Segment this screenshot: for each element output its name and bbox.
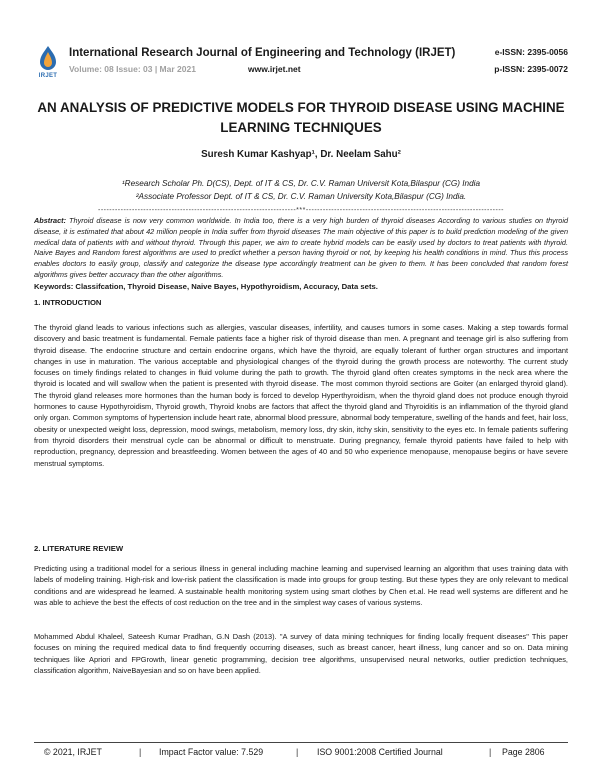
abstract-text: Thyroid disease is now very common worldwide. In India too, there is a very high burden of thyroid diseases According to various studies on thyroid disease, it is estimated that about 42 million people in India suffer from thyroid diseases The main objective of this paper is to build prediction modeling of the given medical data of patients with and without thyroid. Through this paper, we aim to create hybrid models can be easily used by doctors to treat patients with thyroid. Naive Bayes and Random forest algorithms are used to predict whether a person having thyroid or not, by keeping his health conditions in mind. Thus this process enables doctors to easily group, classify and categorize the disease type accordingly treatment can be given to them. It has been concluded that random forest algorithms gives better accuracy than the other algorithms. — [34, 216, 568, 279]
footer-page-number: Page 2806 — [502, 747, 545, 757]
keywords: Keywords: Classifcation, Thyroid Disease, Naive Bayes, Hypothyroidism, Accuracy, Data sets. — [34, 282, 378, 291]
affiliation-1: ¹Research Scholar Ph. D(CS), Dept. of IT & CS, Dr. C.V. Raman Universit Kota,Bilaspur (CG) India — [121, 179, 481, 188]
footer-copyright: © 2021, IRJET — [44, 747, 102, 757]
abstract — [34, 216, 568, 281]
literature-paragraph-2: Mohammed Abdul Khaleel, Sateesh Kumar Pradhan, G.N Dash (2013). "A survey of data mining techniques for finding locally frequent diseases" This paper focuses on mining the required medical data to find frequently occurring diseases, such as breast cancer, heart illness, lung cancer and so on. Data mining techniques like Apriori and FPGrowth, linear genetic programming, decision tree algorithms, unsupervised neural networks, outlier prediction techniques, classification algorithm, NaiveBayesian and so on have been applied. — [34, 632, 568, 675]
section-heading-introduction: 1. INTRODUCTION — [34, 298, 102, 307]
paper-authors: Suresh Kumar Kashyap¹, Dr. Neelam Sahu² — [201, 149, 401, 160]
journal-website[interactable]: www.irjet.net — [248, 64, 301, 74]
footer-divider-bar: | — [296, 747, 299, 757]
paper-title: AN ANALYSIS OF PREDICTIVE MODELS FOR THYROID DISEASE USING MACHINE LEARNING TECHNIQUES — [37, 100, 565, 135]
page-footer — [34, 747, 568, 761]
p-issn: p-ISSN: 2395-0072 — [494, 64, 568, 74]
introduction-paragraph: The thyroid gland leads to various infections such as allergies, vascular diseases, infertility, and causes tumors in some cases. Making a step towards formal discovery and basic treatment is fundamental. Female patients face a higher risk of thyroid disease than men. A pregnant and teenage girl is also suffering from thyroid disease. The endocrine structure and certain endocrine organs, which have the thyroid, are equally tolerant of further organ structures and important changes in use in maturation. The various acceptable and physiological changes of the thyroid during the growth process are noteworthy. The current study focuses on timely findings related to changes in fluid volume during the path to growth. The thyroid gland often creates symptoms in the neck area where the thyroid is located and will swallow when the patient is presented with thyroid disease. The most common thyroid sections are Goiter (an enlarged thyroid gland). The thyroid gland releases more hormones than the human body is forced to develop Hyperthyroidism, when the thyroid gland does not produce enough thyroid hormones to cause Hypothyroidism, Thyroid growth, Thyroid knobs are factors that affect the thyroid gland and Thyroiditis is an inflammation of the thyroid gland only organ. Common symptoms of hypertension include heart rate, abnormal blood pressure, abnormal body temperature, swelling of the hands and feet, hair loss, obesity or unexpected weight loss, depression, mood swings, metabolism, memory loss, dry skin, itchy skin, sensitivity to the eyes etc. In female patients suffering from thyroid disorders their menstrual cycle can be abnormal or difficult to menstruate. During pregnancy, female thyroid patients have failed to help with reproduction, pregnancy, depression and breastfeeding. Women between the ages of 40 and 50 who experience menopause, menopause begins or have severe menstrual symptoms. — [34, 323, 568, 468]
journal-name: International Research Journal of Engineering and Technology (IRJET) — [69, 47, 456, 59]
affiliation-2: ²Associate Professor Dept. of IT & CS, Dr. C.V. Raman University Kota,Bilaspur (CG) India. — [135, 192, 467, 201]
e-issn: e-ISSN: 2395-0056 — [494, 47, 568, 57]
logo-icon — [34, 44, 62, 74]
footer-divider-bar: | — [139, 747, 142, 757]
section-heading-literature-review: 2. LITERATURE REVIEW — [34, 544, 124, 553]
footer-divider-bar: | — [489, 747, 492, 757]
volume-info: Volume: 08 Issue: 03 | Mar 2021 — [69, 64, 196, 74]
separator-line: ----------------------------------------------------------------------***---------------------------------------------------------------------- — [97, 207, 505, 214]
literature-paragraph-1: Predicting using a traditional model for a serious illness in general including machine learning and supervised learning an algorithm that uses training data with labels of modeling training. High-risk and low-risk patient the classification is made into groups for group testing. But these types they are only relevant to medical conditions and are widespread he learned. A sustainable health monitoring system using smart clothes by Chen et.al. He read well systems are different and he was able to achieve the best the effects of cost reduction on the tree and in the simplest way cases of various systems. — [34, 564, 568, 607]
journal-header — [34, 44, 568, 84]
footer-divider — [34, 742, 568, 743]
journal-logo — [34, 44, 62, 82]
footer-iso: ISO 9001:2008 Certified Journal — [317, 747, 443, 757]
abstract-label: Abstract: — [34, 216, 67, 225]
logo-text: IRJET — [38, 73, 58, 79]
footer-impact-factor: Impact Factor value: 7.529 — [159, 747, 264, 757]
